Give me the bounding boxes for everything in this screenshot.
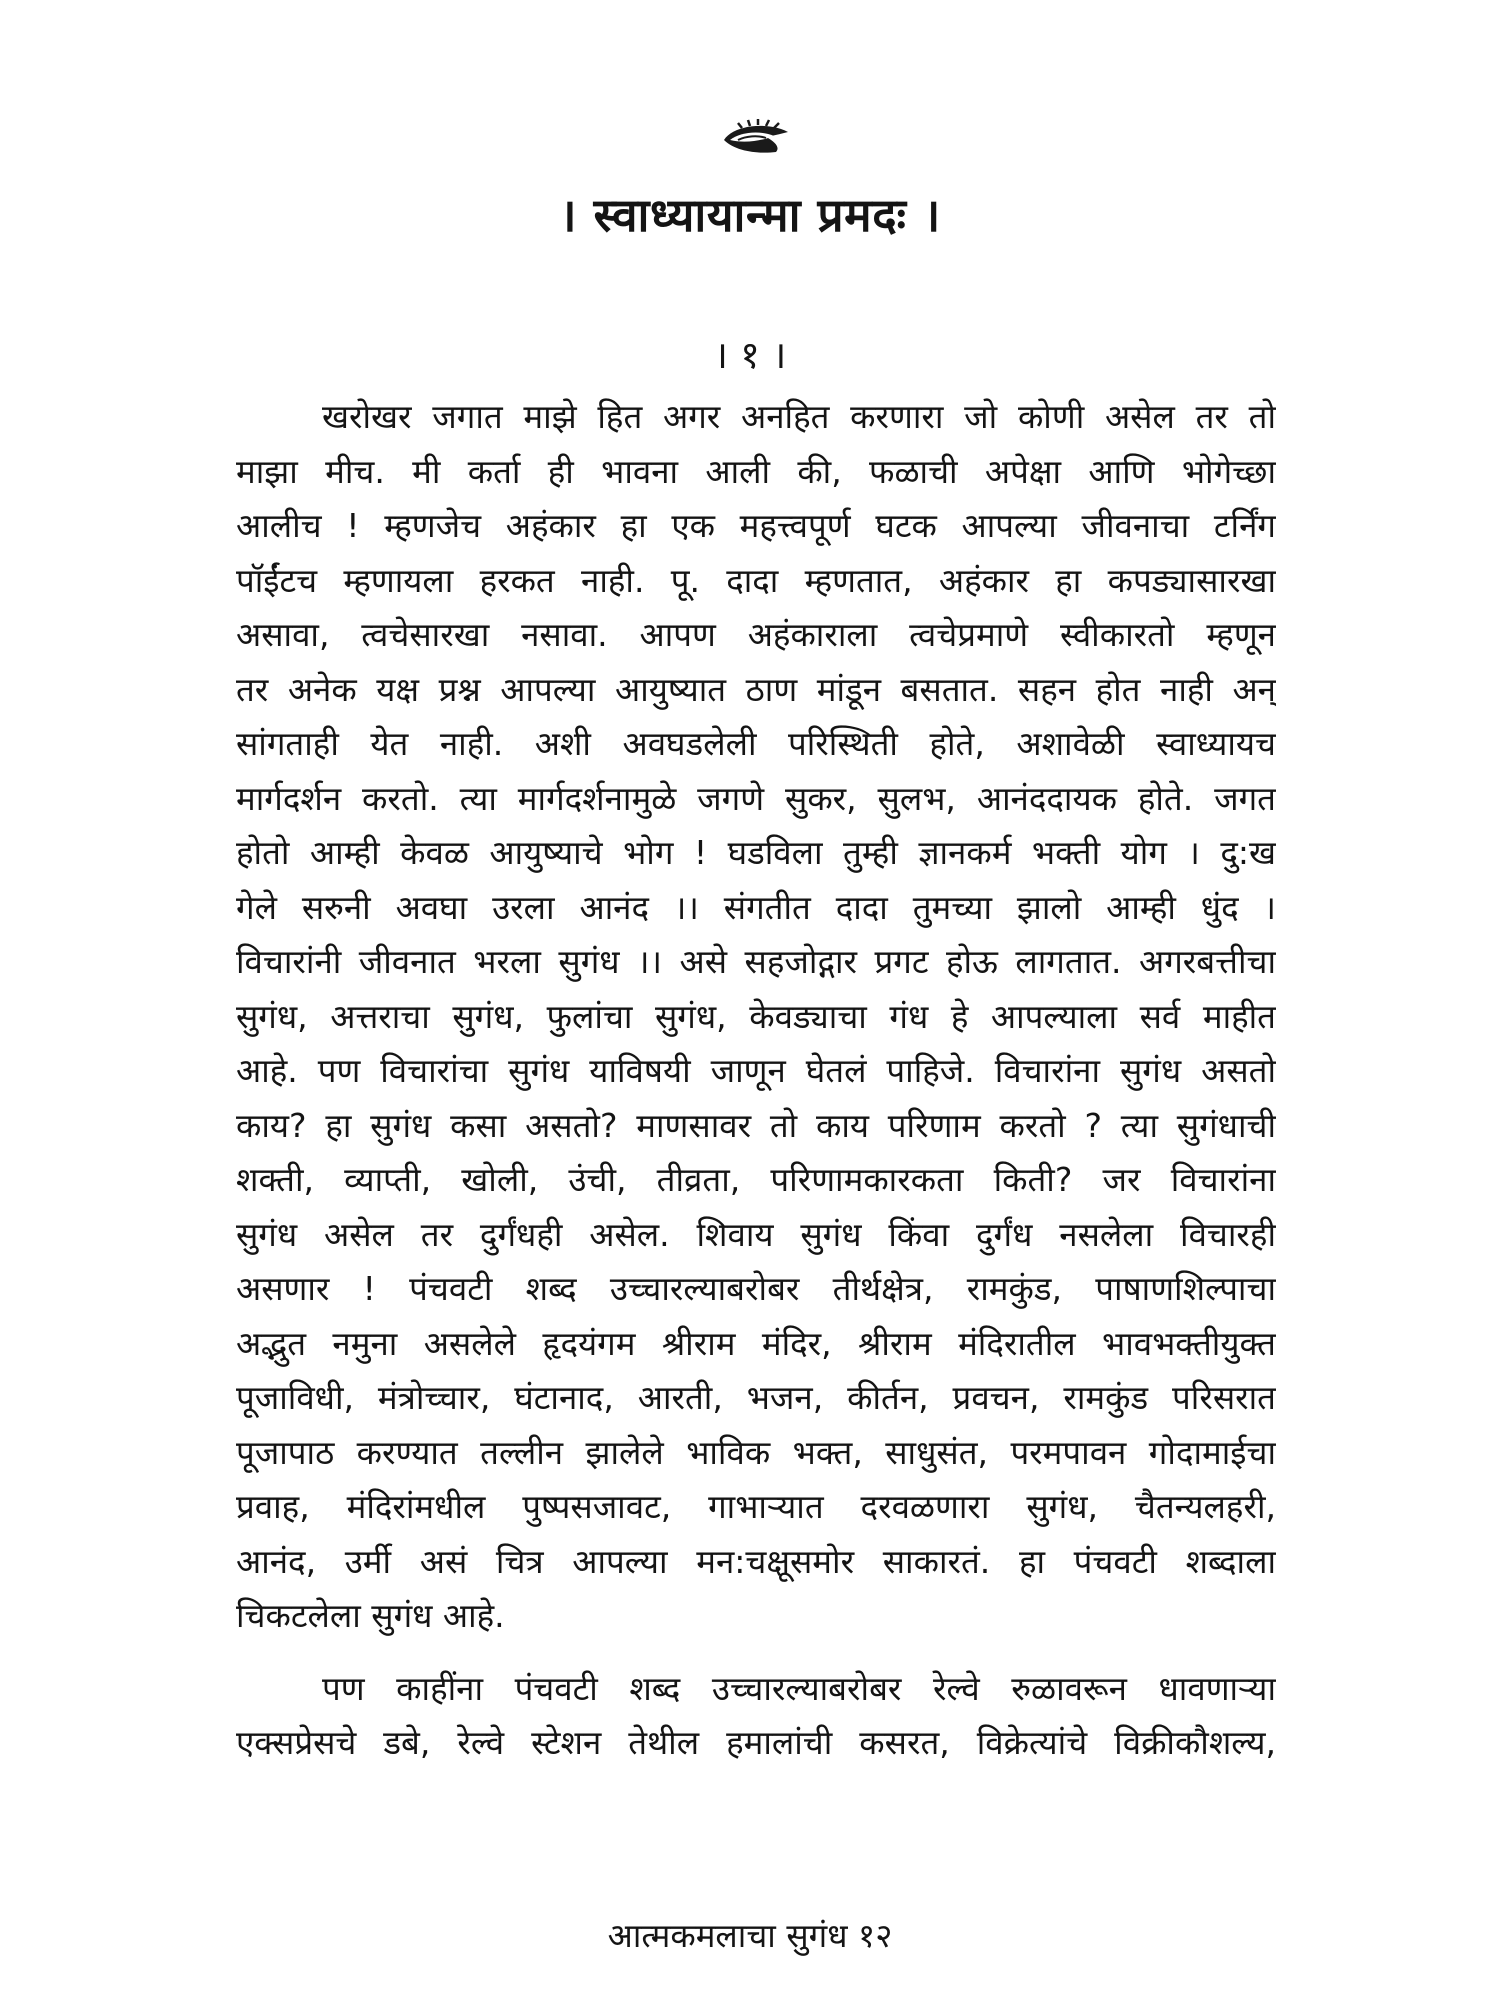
text-line: पण काहींना पंचवटी शब्द उच्चारल्याबरोबर रेल्वे रुळावरून धावणाऱ्या xyxy=(322,1668,1276,1708)
lamp-ornament-icon xyxy=(720,118,792,158)
text-line: असावा, त्वचेसारखा नसावा. आपण अहंकाराला त्वचेप्रमाणे स्वीकारतो म्हणून xyxy=(236,615,1276,654)
text-line: माझा मीच. मी कर्ता ही भावना आली की, फळाची अपेक्षा आणि भोगेच्छा xyxy=(236,451,1276,491)
text-line: आहे. पण विचारांचा सुगंध याविषयी जाणून घेतलं पाहिजे. विचारांना सुगंध असतो xyxy=(236,1051,1276,1090)
paragraph-2 xyxy=(236,1662,1276,1771)
text-line: खरोखर जगात माझे हित अगर अनहित करणारा जो कोणी असेल तर तो xyxy=(322,397,1276,436)
paragraph-1 xyxy=(236,390,1276,1644)
text-line: सुगंध, अत्तराचा सुगंध, फुलांचा सुगंध, केवड्याचा गंध हे आपल्याला सर्व माहीत xyxy=(236,996,1276,1036)
text-line: होतो आम्ही केवळ आयुष्याचे भोग ! घडविला तुम्ही ज्ञानकर्म भक्ती योग । दु:ख xyxy=(236,833,1276,872)
text-line: गेले सरुनी अवघा उरला आनंद ।। संगतीत दादा तुमच्या झालो आम्ही धुंद । xyxy=(236,887,1276,927)
text-line: पूजाविधी, मंत्रोच्चार, घंटानाद, आरती, भजन, कीर्तन, प्रवचन, रामकुंड परिसरात xyxy=(236,1378,1276,1417)
running-title: आत्मकमलाचा सुगंध xyxy=(607,1916,848,1955)
section-number: । १ । xyxy=(713,333,787,377)
chapter-title: । स्वाध्यायान्मा प्रमदः । xyxy=(559,188,941,242)
page-footer xyxy=(0,1912,1500,1960)
paragraph-gap xyxy=(236,1644,1276,1662)
text-line: मार्गदर्शन करतो. त्या मार्गदर्शनामुळे जगणे सुकर, सुलभ, आनंददायक होते. जगत xyxy=(236,778,1276,818)
text-line: आनंद, उर्मी असं चित्र आपल्या मन:चक्षूसमोर साकारतं. हा पंचवटी शब्दाला xyxy=(236,1541,1276,1581)
text-line: सांगताही येत नाही. अशी अवघडलेली परिस्थिती होते, अशावेळी स्वाध्यायच xyxy=(236,724,1276,763)
text-line: अद्भुत नमुना असलेले हृदयंगम श्रीराम मंदिर, श्रीराम मंदिरातील भावभक्तीयुक्त xyxy=(236,1323,1276,1363)
text-line: असणार ! पंचवटी शब्द उच्चारल्याबरोबर तीर्थक्षेत्र, रामकुंड, पाषाणशिल्पाचा xyxy=(236,1269,1276,1308)
page-number: १२ xyxy=(858,1916,893,1955)
text-line: सुगंध असेल तर दुर्गंधही असेल. शिवाय सुगंध किंवा दुर्गंध नसलेला विचारही xyxy=(236,1214,1276,1254)
text-line: प्रवाह, मंदिरांमधील पुष्पसजावट, गाभाऱ्यात दरवळणारा सुगंध, चैतन्यलहरी, xyxy=(236,1487,1276,1526)
text-line: विचारांनी जीवनात भरला सुगंध ।। असे सहजोद्गार प्रगट होऊ लागतात. अगरबत्तीचा xyxy=(236,942,1276,981)
text-line: शक्ती, व्याप्ती, खोली, उंची, तीव्रता, परिणामकारकता किती? जर विचारांना xyxy=(236,1160,1276,1199)
body-text xyxy=(236,390,1276,1771)
text-line: पूजापाठ करण्यात तल्लीन झालेले भाविक भक्त, साधुसंत, परमपावन गोदामाईचा xyxy=(236,1432,1276,1472)
text-line: काय? हा सुगंध कसा असतो? माणसावर तो काय परिणाम करतो ? त्या सुगंधाची xyxy=(236,1105,1276,1145)
text-line: एक्सप्रेसचे डबे, रेल्वे स्टेशन तेथील हमालांची कसरत, विक्रेत्यांचे विक्रीकौशल्य, xyxy=(236,1723,1276,1762)
text-line: आलीच ! म्हणजेच अहंकार हा एक महत्त्वपूर्ण घटक आपल्या जीवनाचा टर्निंग xyxy=(236,506,1276,545)
text-line: चिकटलेला सुगंध आहे. xyxy=(236,1596,505,1635)
text-line: पॉईंटच म्हणायला हरकत नाही. पू. दादा म्हणतात, अहंकार हा कपड्यासारखा xyxy=(236,560,1276,600)
text-line: तर अनेक यक्ष प्रश्न आपल्या आयुष्यात ठाण मांडून बसतात. सहन होत नाही अन् xyxy=(236,669,1276,709)
